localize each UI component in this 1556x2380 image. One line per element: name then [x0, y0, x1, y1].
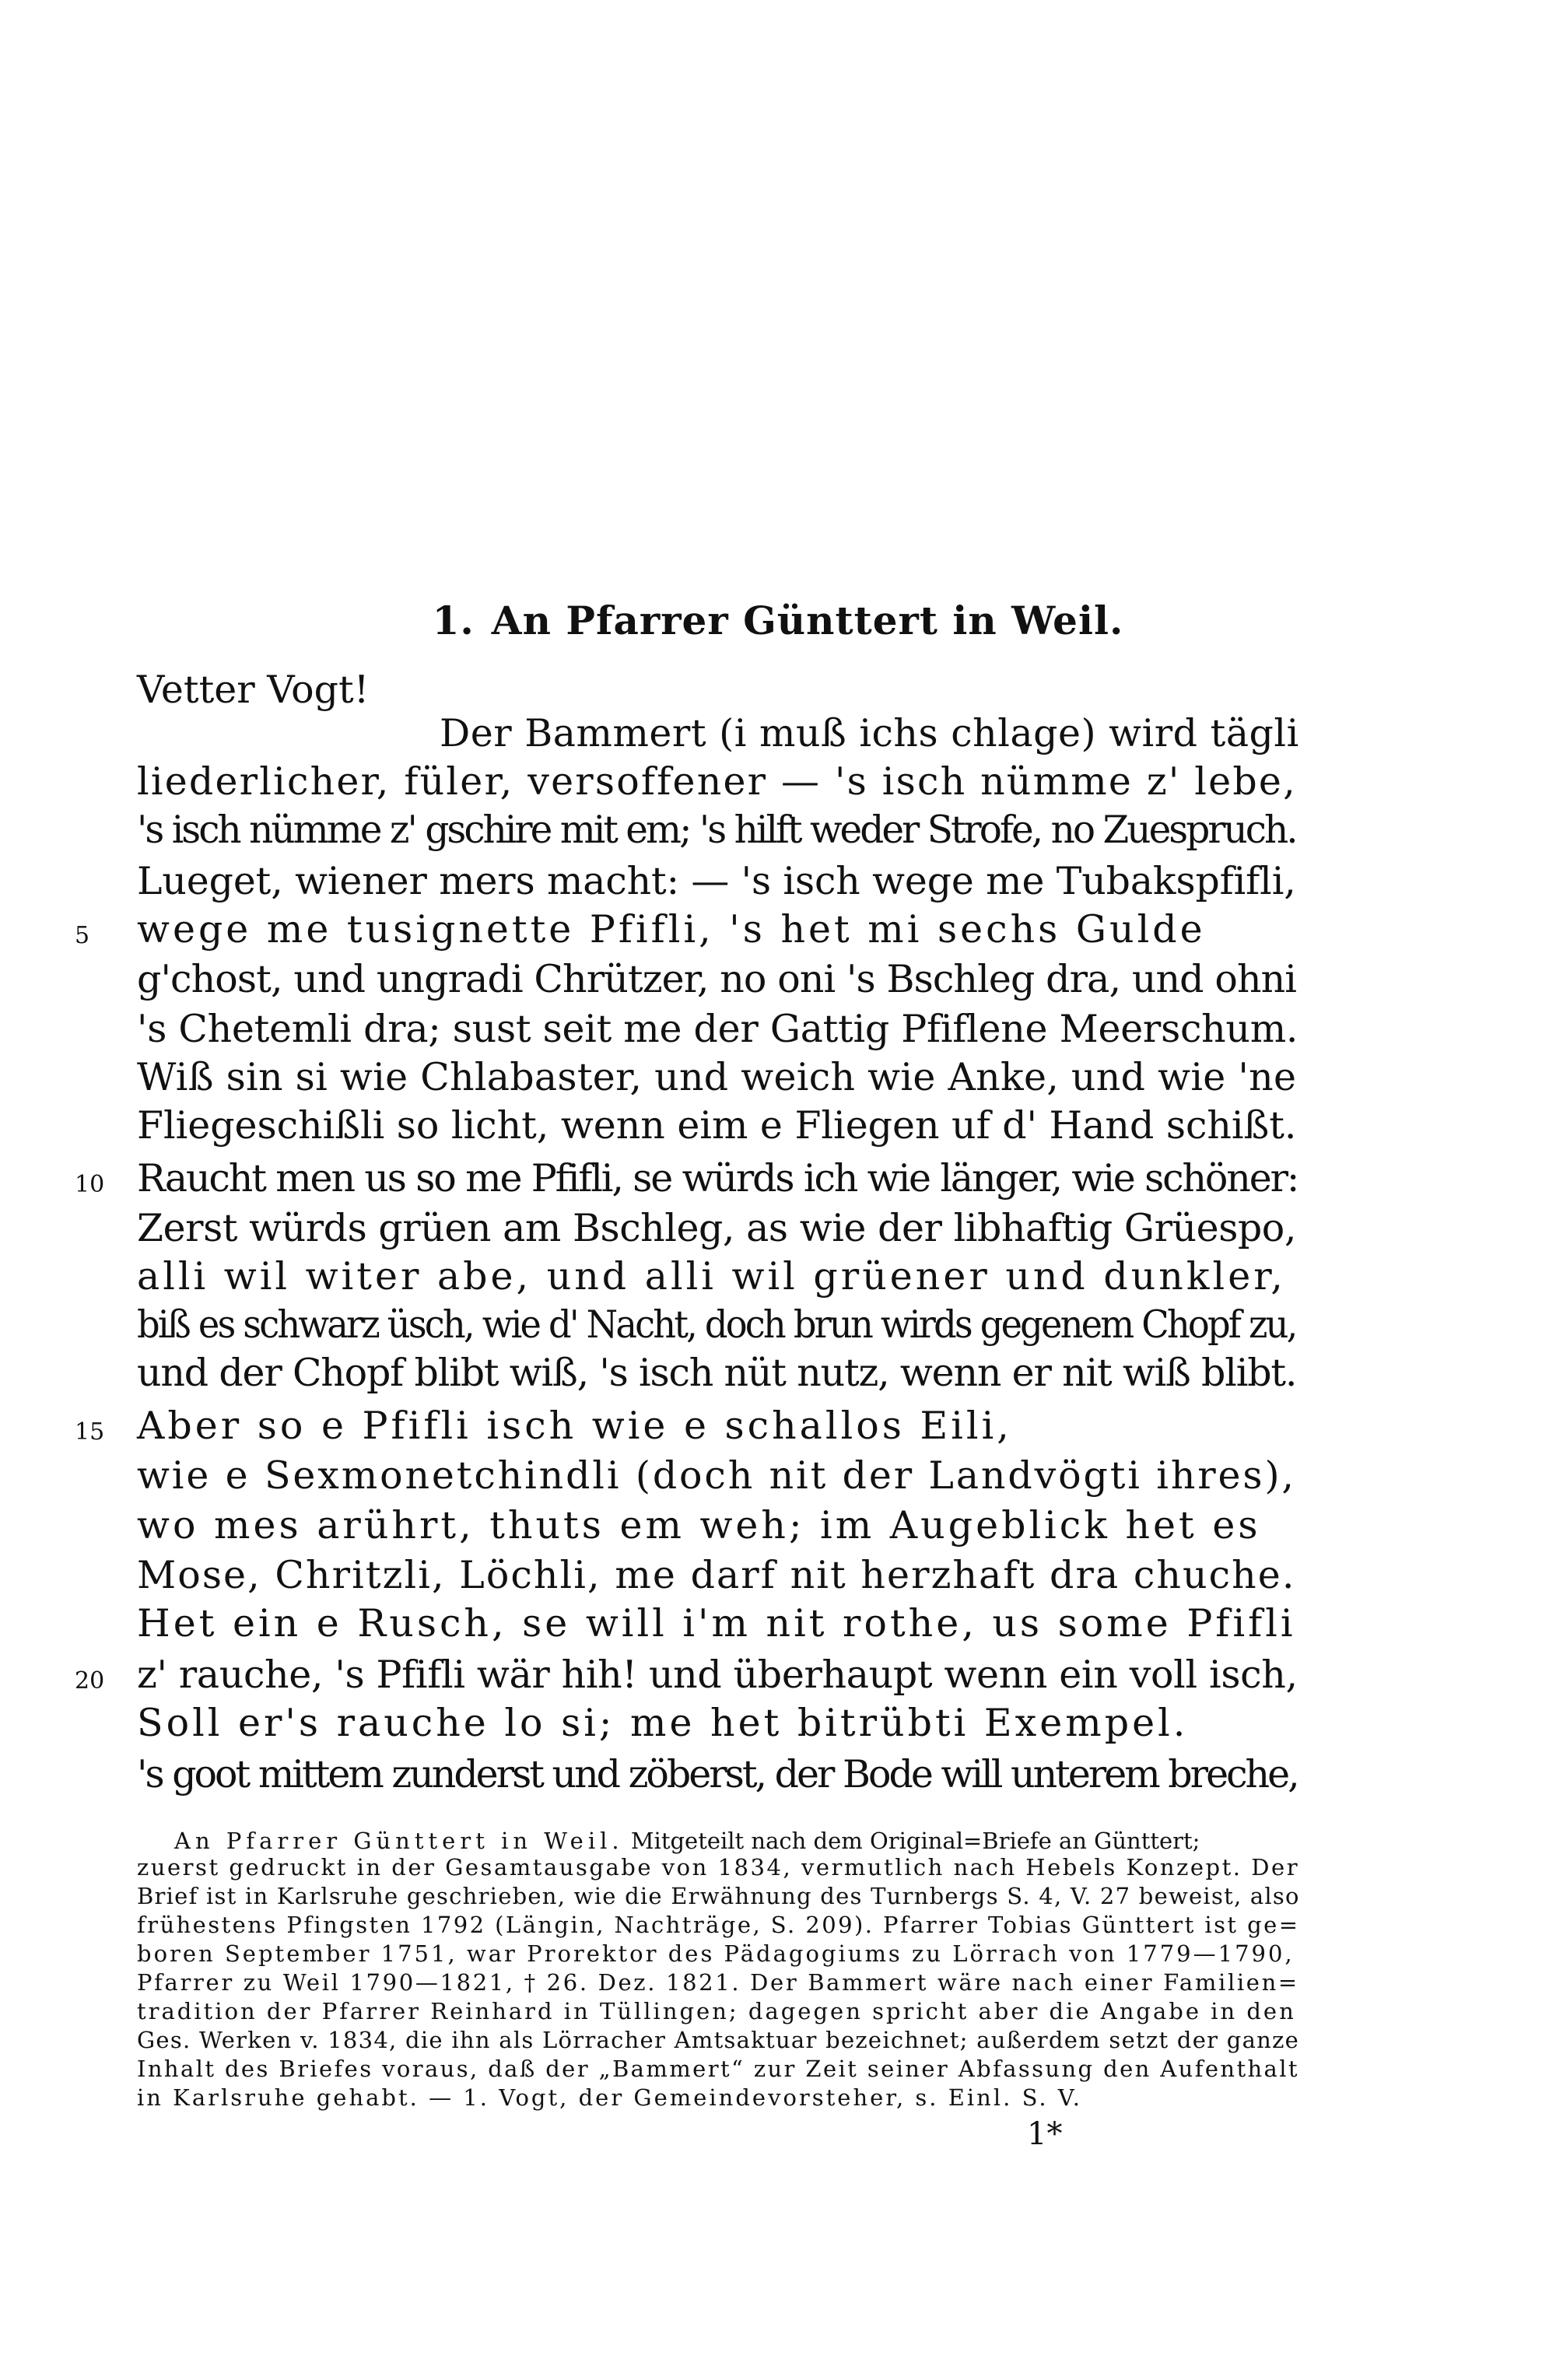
verse-line: Zerst würds grüen am Bschleg, as wie der libhaftig Grüespo, [137, 1206, 1296, 1250]
line-number: 5 [75, 922, 90, 949]
footnote-line: boren September 1751, war Prorektor des Pädagogiums zu Lörrach von 1779—1790, [137, 1940, 1295, 1967]
verse-line: 's Chetemli dra; sust seit me der Gattig Pfiflene Meerschum. [137, 1007, 1298, 1051]
line-number: 15 [75, 1418, 105, 1446]
verse-line: wege me tusignette Pfifli, 's het mi sechs Gulde [137, 907, 1206, 952]
verse-line: und der Chopf blibt wiß, 's isch nüt nutz, wenn er nit wiß blibt. [137, 1351, 1297, 1395]
verse-line: Raucht men us so me Pfifli, se würds ich wie länger, wie schöner: [137, 1156, 1298, 1201]
verse-line: alli wil witer abe, und alli wil grüener und dunkler, [137, 1254, 1286, 1299]
line-number: 10 [75, 1171, 105, 1198]
verse-line: biß es schwarz üsch, wie d' Nacht, doch brun wirds gegenem Chopf zu, [137, 1302, 1296, 1347]
verse-line: Wiß sin si wie Chlabaster, und weich wie Anke, und wie 'ne [137, 1055, 1297, 1099]
line-number: 20 [75, 1667, 105, 1695]
footnote-line: tradition der Pfarrer Reinhard in Tüllingen; dagegen spricht aber die Angabe in den [137, 1998, 1296, 2024]
verse-line: Aber so e Pfifli isch wie e schallos Eili, [137, 1404, 1012, 1448]
verse-line: wie e Sexmonetchindli (doch nit der Landvögti ihres), [137, 1453, 1296, 1498]
verse-line: Der Bammert (i muß ichs chlage) wird tägli [440, 711, 1299, 755]
verse-line: liederlicher, füler, versoffener — 's isch nümme z' lebe, [137, 759, 1297, 804]
signature-mark: 1* [1027, 2116, 1063, 2152]
footnote-line: Brief ist in Karlsruhe geschrieben, wie die Erwähnung des Turnbergs S. 4, V. 27 beweist, also [137, 1883, 1300, 1909]
footnote-line: Mitgeteilt nach dem Original=Briefe an Günttert; [630, 1828, 1200, 1854]
verse-line: Het ein e Rusch, se will i'm nit rothe, us some Pfifli [137, 1601, 1296, 1646]
footnote-line: Inhalt des Briefes voraus, daß der „Bammert“ zur Zeit seiner Abfassung den Aufenthalt [137, 2056, 1299, 2082]
title-number: 1. [432, 598, 475, 643]
verse-line: Mose, Chritzli, Löchli, me darf nit herzhaft dra chuche. [137, 1553, 1296, 1597]
verse-line: g'chost, und ungradi Chrützer, no oni 's Bschleg dra, und ohni [137, 957, 1297, 1001]
verse-line: wo mes arührt, thuts em weh; im Augeblick het es [137, 1503, 1261, 1548]
verse-line: Lueget, wiener mers macht: — 's isch wege me Tubakspfifli, [137, 859, 1296, 903]
salutation: Vetter Vogt! [137, 668, 370, 712]
letter-title [0, 598, 1556, 643]
footnote-first-line [174, 1828, 1200, 1854]
footnote-line: Pfarrer zu Weil 1790—1821, † 26. Dez. 1821. Der Bammert wäre nach einer Familien= [137, 1969, 1299, 1996]
verse-line: Fliegeschißli so licht, wenn eim e Fliegen uf d' Hand schißt. [137, 1103, 1297, 1148]
verse-line: Soll er's rauche lo si; me het bitrübti Exempel. [137, 1701, 1189, 1745]
title-text: An Pfarrer Günttert in Weil. [491, 598, 1124, 643]
footnote-line: Ges. Werken v. 1834, die ihn als Lörracher Amtsaktuar bezeichnet; außerdem setzt der ganze [137, 2027, 1300, 2053]
verse-line: z' rauche, 's Pfifli wär hih! und überhaupt wenn ein voll isch, [137, 1653, 1298, 1697]
footnote-line: zuerst gedruckt in der Gesamtausgabe von 1834, vermutlich nach Hebels Konzept. Der [137, 1854, 1300, 1881]
footnote-lead: An Pfarrer Günttert in Weil. [174, 1828, 624, 1854]
footnote-line: in Karlsruhe gehabt. — 1. Vogt, der Gemeindevorsteher, s. Einl. S. V. [137, 2084, 1082, 2111]
footnote-line: frühestens Pfingsten 1792 (Längin, Nachträge, S. 209). Pfarrer Tobias Günttert ist ge= [137, 1912, 1300, 1938]
verse-line: 's goot mittem zunderst und zöberst, der Bode will unterem breche, [137, 1752, 1298, 1796]
verse-line: 's isch nümme z' gschire mit em; 's hilft weder Strofe, no Zuespruch. [137, 808, 1296, 852]
